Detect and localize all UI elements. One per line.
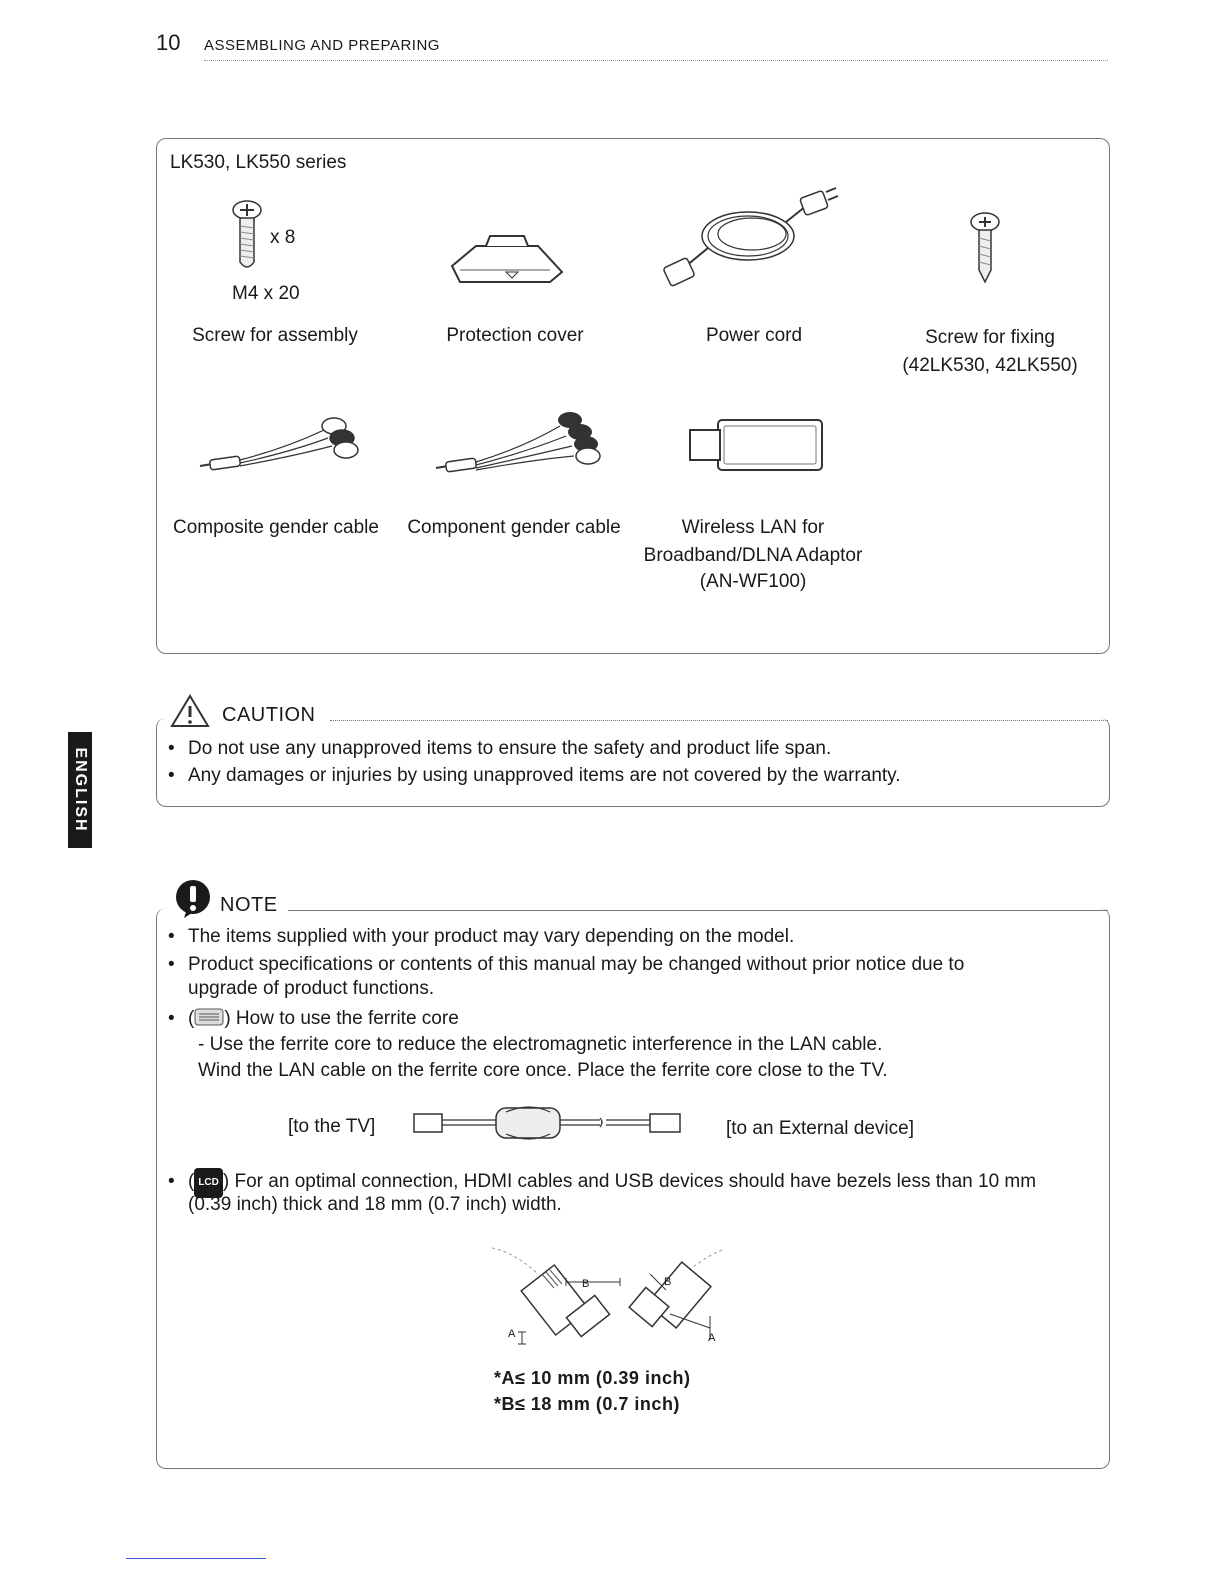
note-item-2: • Product specifications or contents of this manual may be changed without prior notice due to <box>168 954 965 975</box>
note-header-rule <box>288 910 1108 911</box>
note-item-4-open-paren: ( <box>188 1171 195 1192</box>
warning-triangle-icon <box>170 694 210 728</box>
wireless-lan-label-2: Broadband/DLNA Adaptor <box>643 545 863 566</box>
screw-fixing-label-1: Screw for fixing <box>925 327 1055 348</box>
lcd-badge-icon: LCD <box>194 1168 223 1198</box>
note-item-2-text: Product specifications or contents of this manual may be changed without prior notice due to <box>188 954 965 975</box>
screw-assembly-label: Screw for assembly <box>192 325 358 346</box>
header-rule <box>204 60 1108 61</box>
diagram-label-b-left: B <box>582 1278 590 1290</box>
diagram-label-a-right: A <box>708 1332 716 1344</box>
component-cable-icon <box>432 408 608 476</box>
spec-a: *A≤ 10 mm (0.39 inch) <box>494 1368 691 1388</box>
composite-cable-icon <box>196 408 364 474</box>
caution-item-1: • Do not use any unapproved items to ensure the safety and product life span. <box>168 738 832 759</box>
caution-item-1-text: Do not use any unapproved items to ensure the safety and product life span. <box>188 738 832 759</box>
language-tab <box>68 732 92 848</box>
note-item-3: • ( ) How to use the ferrite core <box>168 1008 459 1029</box>
protection-cover-label: Protection cover <box>446 325 584 346</box>
note-item-4-text: ) For an optimal connection, HDMI cables and USB devices should have bezels less than 10 mm <box>222 1171 1037 1192</box>
caution-item-2: • Any damages or injuries by using unapproved items are not covered by the warranty. <box>168 765 901 786</box>
series-title: LK530, LK550 series <box>170 152 347 173</box>
component-cable-label: Component gender cable <box>407 517 621 538</box>
note-exclamation-icon <box>174 878 212 920</box>
ferrite-core-badge-icon <box>194 1008 224 1026</box>
caution-item-2-text: Any damages or injuries by using unapproved items are not covered by the warranty. <box>188 765 901 786</box>
power-cord-icon <box>656 186 844 298</box>
note-item-3-text: ) How to use the ferrite core <box>224 1008 459 1029</box>
wireless-lan-adaptor-icon <box>688 418 824 472</box>
assembly-screw-icon <box>230 198 264 274</box>
note-item-2-continued: upgrade of product functions. <box>188 978 435 999</box>
diagram-label-a-left: A <box>508 1328 516 1340</box>
caution-title: CAUTION <box>216 704 322 727</box>
note-item-4: • ( LCD ) For an optimal connection, HDMI cables and USB devices should have bezels less than 10 mm <box>168 1168 1036 1198</box>
caution-header-rule <box>330 720 1108 721</box>
note-title: NOTE <box>214 894 284 917</box>
screw-size: M4 x 20 <box>232 283 300 304</box>
note-item-3-open-paren: ( <box>188 1008 195 1029</box>
language-tab-label: ENGLISH <box>72 747 89 833</box>
wireless-lan-label-3: (AN-WF100) <box>699 571 807 592</box>
connector-size-diagram <box>484 1244 734 1352</box>
fixing-screw-icon <box>968 210 1002 286</box>
power-cord-label: Power cord <box>705 325 803 346</box>
spec-b: *B≤ 18 mm (0.7 inch) <box>494 1394 680 1414</box>
note-item-3-sub-2: Wind the LAN cable on the ferrite core once. Place the ferrite core close to the TV. <box>198 1060 888 1081</box>
note-item-4-continued: (0.39 inch) thick and 18 mm (0.7 inch) width. <box>188 1194 562 1215</box>
protection-cover-icon <box>446 232 570 288</box>
note-item-1-text: The items supplied with your product may vary depending on the model. <box>188 926 795 947</box>
ferrite-label-tv: [to the TV] <box>288 1116 376 1137</box>
diagram-label-b-right: B <box>664 1276 672 1288</box>
note-item-1: • The items supplied with your product may vary depending on the model. <box>168 926 795 947</box>
composite-cable-label: Composite gender cable <box>173 517 379 538</box>
ferrite-label-external: [to an External device] <box>726 1118 914 1139</box>
wireless-lan-label-1: Wireless LAN for <box>681 517 825 538</box>
page-number: 10 <box>156 30 181 55</box>
section-title: ASSEMBLING AND PREPARING <box>204 37 440 54</box>
screw-quantity: x 8 <box>270 227 296 248</box>
screw-fixing-label-2: (42LK530, 42LK550) <box>902 355 1078 376</box>
note-item-3-sub-1: - Use the ferrite core to reduce the electromagnetic interference in the LAN cable. <box>198 1034 883 1055</box>
ferrite-core-diagram <box>410 1100 692 1146</box>
footer-rule <box>126 1558 266 1559</box>
